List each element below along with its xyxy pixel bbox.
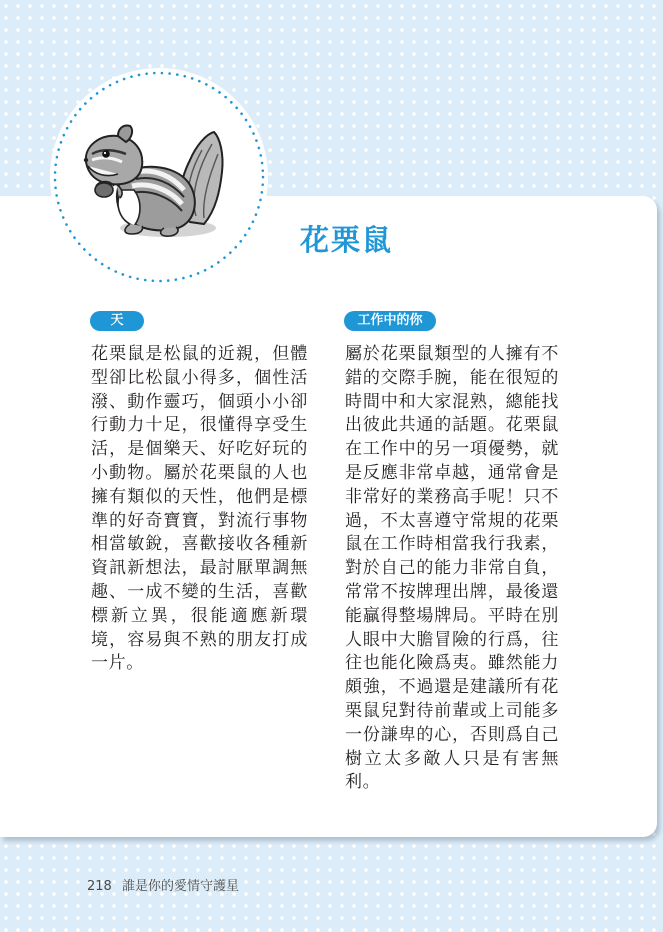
work-paragraph: 屬於花栗鼠類型的人擁有不錯的交際手腕，能在很短的時間中和大家混熟，總能找出彼此共通的話題。花栗鼠在工作中的另一項優勢，就是反應非常卓越，通常會是非常好的業務高手呢！只不過，不太喜遵守常規的花栗鼠在工作時相當我行我素，對於自己的能力非常自負，常常不按牌理出牌，最後還能贏得整場牌局。平時在別人眼中大膽冒險的行爲，往往也能化險爲夷。雖然能力頗強，不過還是建議所有花栗鼠兒對待前輩或上司能多一份謙卑的心，否則爲自己樹立太多敵人只是有害無利。: [345, 344, 559, 793]
page-number: 218: [87, 879, 112, 894]
section-label-nature: 天性: [90, 311, 144, 331]
nature-paragraph: 花栗鼠是松鼠的近親，但體型卻比松鼠小得多，個性活潑、動作靈巧，個頭小小卻行動力十足，很懂得享受生活，是個樂天、好吃好玩的小動物。屬於花栗鼠的人也擁有類似的天性，他們是標準的好奇寶寶，對流行事物相當敏銳，喜歡接收各種新資訊新想法，最討厭單調無趣、一成不變的生活，喜歡標新立異，很能適應新環境，容易與不熟的朋友打成一片。: [91, 344, 308, 674]
illustration-medallion: [50, 68, 268, 286]
chipmunk-icon: [78, 124, 228, 242]
page-footer: [87, 875, 239, 894]
page-title: 花栗鼠: [300, 223, 394, 257]
book-title: 誰是你的愛情守護星: [121, 879, 239, 894]
section-label-work: 工作中的你: [344, 311, 436, 331]
